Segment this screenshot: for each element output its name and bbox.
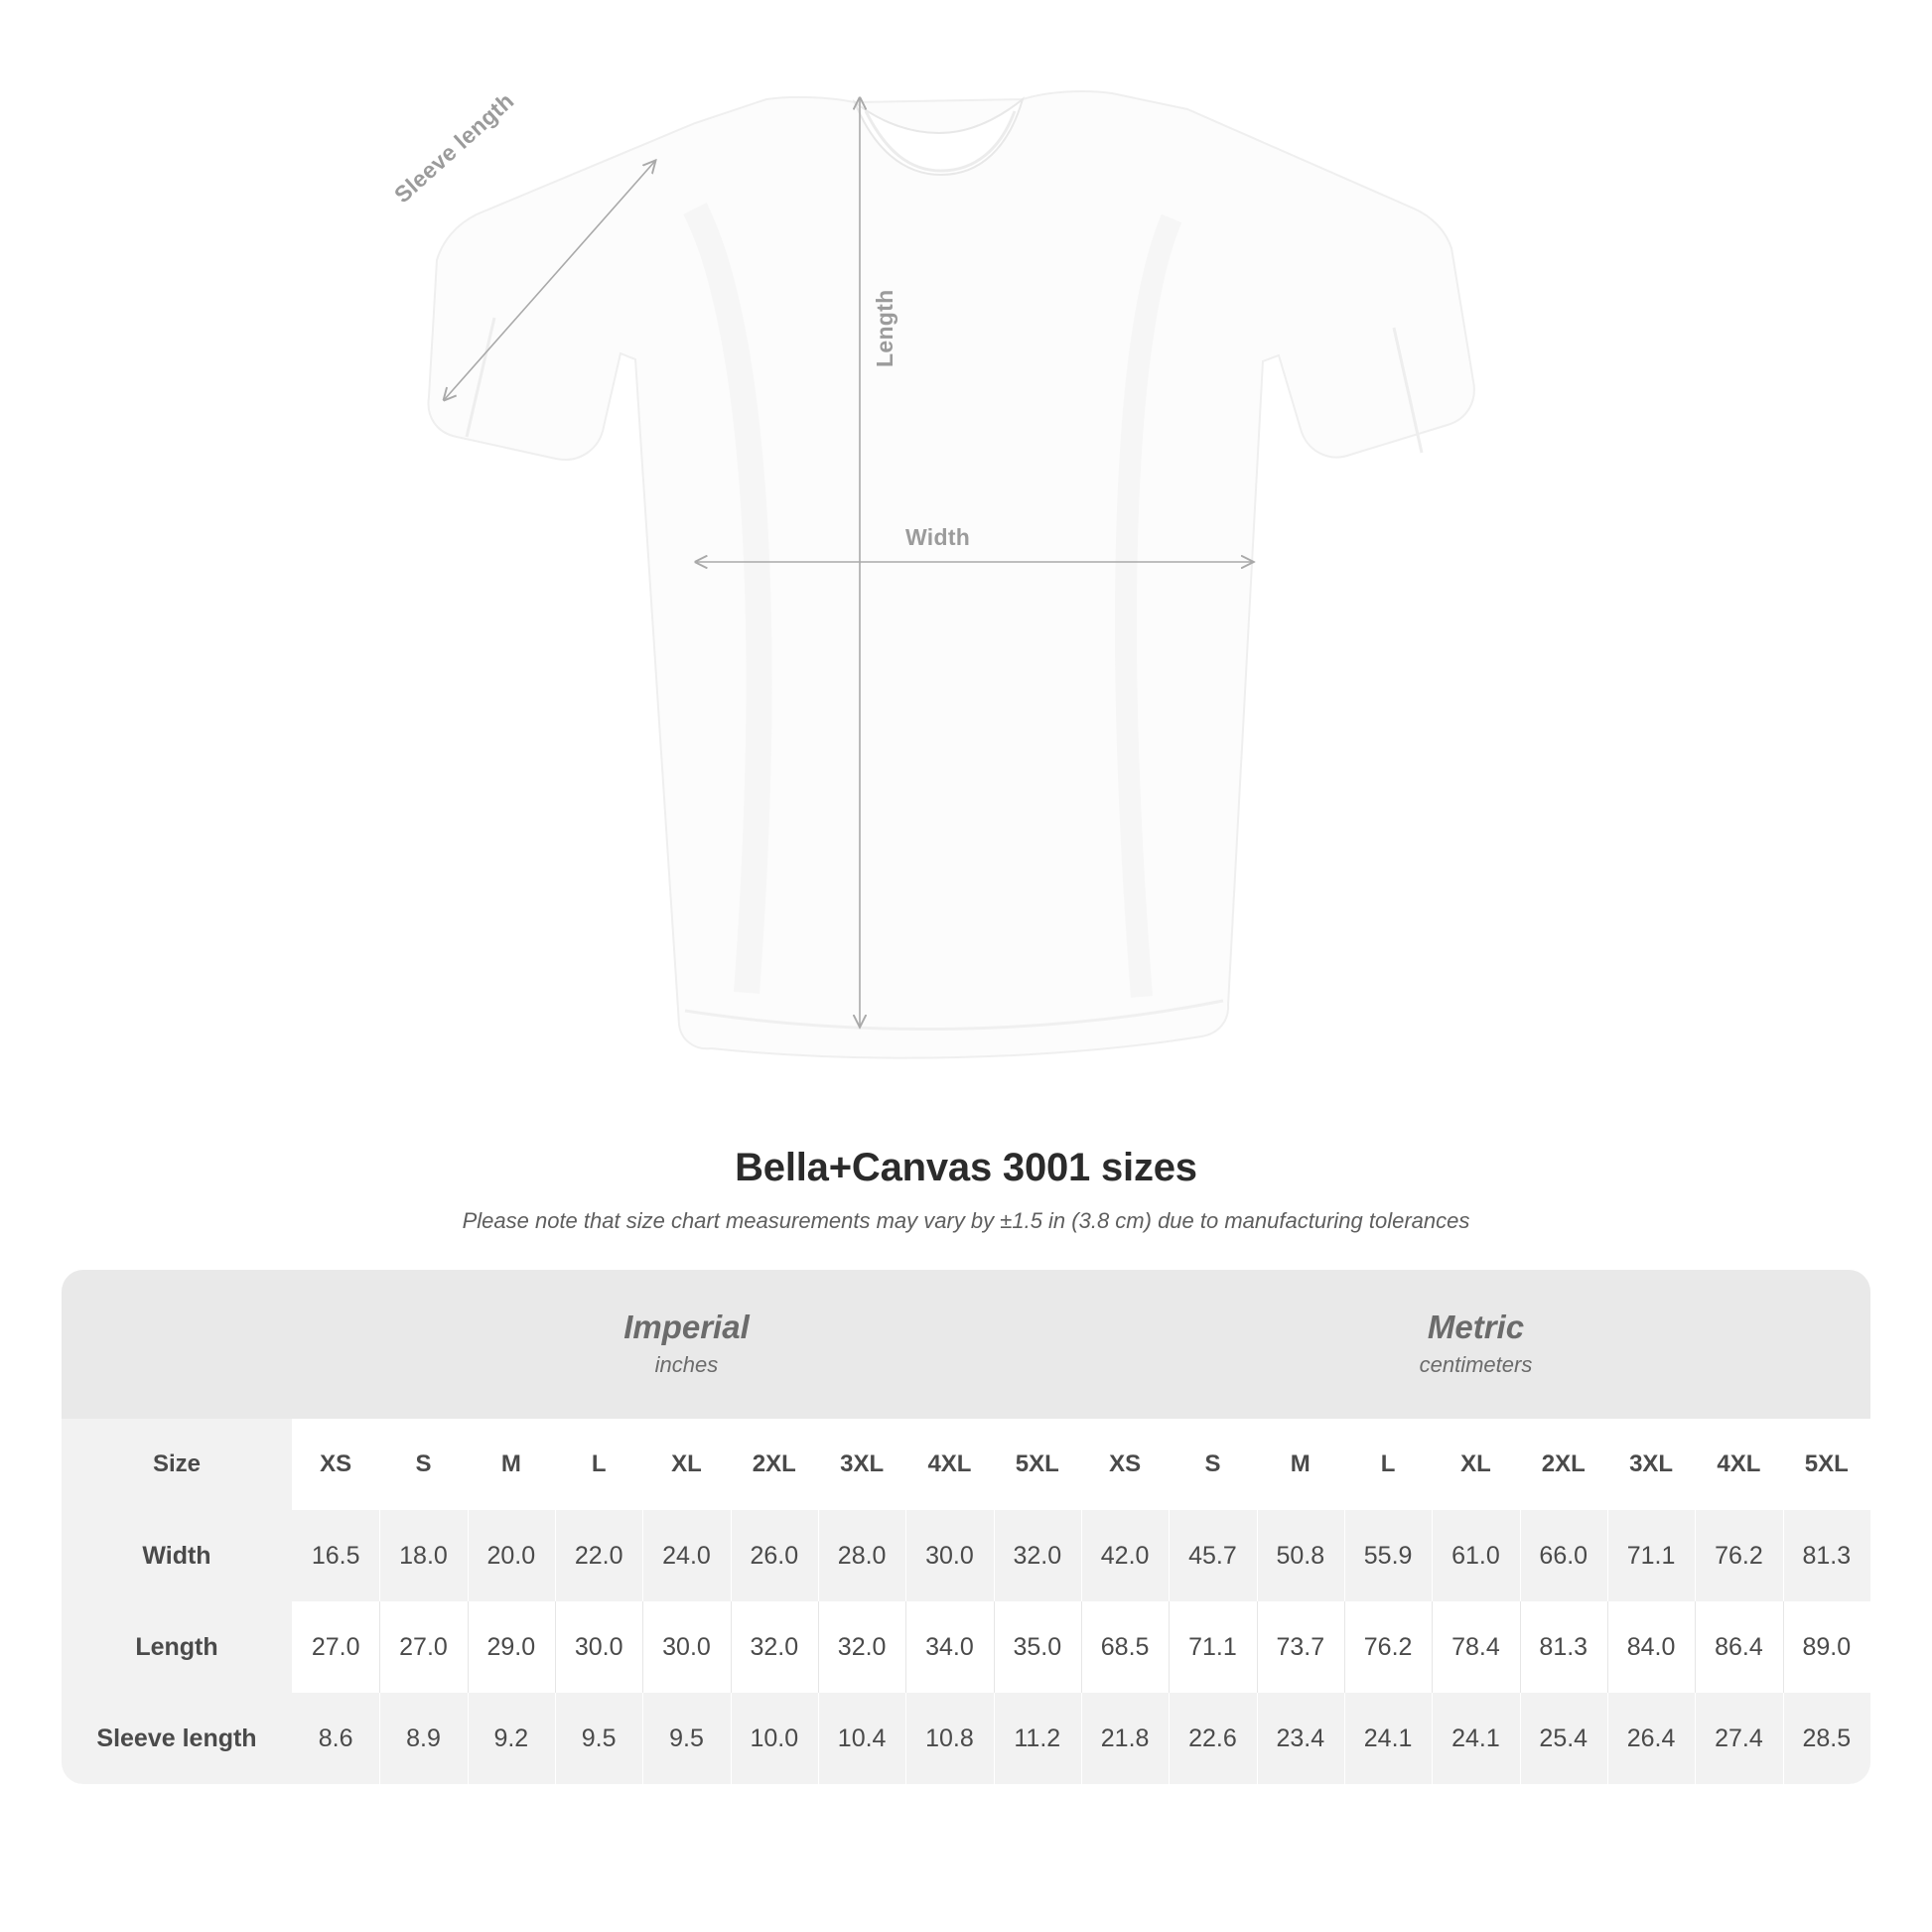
column-header-2xl-5: 2XL	[731, 1419, 818, 1510]
unit-metric-sub: centimeters	[1419, 1352, 1533, 1378]
cell-length-3XL-6: 32.0	[818, 1601, 905, 1693]
cell-length-XS-9: 68.5	[1081, 1601, 1169, 1693]
cell-length-5XL-8: 35.0	[994, 1601, 1081, 1693]
cell-width-3XL-6: 28.0	[818, 1510, 905, 1601]
cell-length-XS-0: 27.0	[292, 1601, 379, 1693]
shirt-shape	[429, 91, 1474, 1058]
cell-width-M-2: 20.0	[468, 1510, 555, 1601]
column-header-5xl-17: 5XL	[1783, 1419, 1870, 1510]
cell-sleeve-length-XL-4: 9.5	[642, 1693, 730, 1784]
cell-sleeve-length-5XL-17: 28.5	[1783, 1693, 1870, 1784]
cell-width-5XL-17: 81.3	[1783, 1510, 1870, 1601]
cell-width-2XL-14: 66.0	[1520, 1510, 1607, 1601]
cell-length-S-1: 27.0	[379, 1601, 467, 1693]
cell-width-S-1: 18.0	[379, 1510, 467, 1601]
cell-width-4XL-16: 76.2	[1695, 1510, 1782, 1601]
cell-width-XS-9: 42.0	[1081, 1510, 1169, 1601]
column-header-s-1: S	[379, 1419, 467, 1510]
cell-sleeve-length-5XL-8: 11.2	[994, 1693, 1081, 1784]
table-header-row	[62, 1419, 1870, 1510]
cell-sleeve-length-S-1: 8.9	[379, 1693, 467, 1784]
column-header-2xl-14: 2XL	[1520, 1419, 1607, 1510]
cell-sleeve-length-3XL-15: 26.4	[1607, 1693, 1695, 1784]
cell-length-2XL-14: 81.3	[1520, 1601, 1607, 1693]
cell-sleeve-length-M-2: 9.2	[468, 1693, 555, 1784]
row-header-width: Width	[62, 1510, 292, 1601]
cell-width-L-12: 55.9	[1344, 1510, 1432, 1601]
cell-length-L-12: 76.2	[1344, 1601, 1432, 1693]
cell-width-5XL-8: 32.0	[994, 1510, 1081, 1601]
cell-length-XL-4: 30.0	[642, 1601, 730, 1693]
column-header-3xl-6: 3XL	[818, 1419, 905, 1510]
page-title: Bella+Canvas 3001 sizes	[735, 1146, 1197, 1189]
cell-sleeve-length-M-11: 23.4	[1257, 1693, 1344, 1784]
column-header-l-12: L	[1344, 1419, 1432, 1510]
column-header-xl-4: XL	[642, 1419, 730, 1510]
column-header-l-3: L	[555, 1419, 642, 1510]
table-row	[62, 1601, 1870, 1693]
column-header-xs-0: XS	[292, 1419, 379, 1510]
cell-length-4XL-16: 86.4	[1695, 1601, 1782, 1693]
cell-width-L-3: 22.0	[555, 1510, 642, 1601]
table-row	[62, 1510, 1870, 1601]
column-header-5xl-8: 5XL	[994, 1419, 1081, 1510]
cell-width-M-11: 50.8	[1257, 1510, 1344, 1601]
cell-length-S-10: 71.1	[1169, 1601, 1256, 1693]
cell-width-XL-13: 61.0	[1432, 1510, 1519, 1601]
title-block	[0, 1146, 1932, 1234]
cell-length-2XL-5: 32.0	[731, 1601, 818, 1693]
column-header-3xl-15: 3XL	[1607, 1419, 1695, 1510]
cell-sleeve-length-4XL-16: 27.4	[1695, 1693, 1782, 1784]
cell-length-3XL-15: 84.0	[1607, 1601, 1695, 1693]
column-header-m-11: M	[1257, 1419, 1344, 1510]
unit-imperial-sub: inches	[654, 1352, 719, 1378]
size-table	[62, 1270, 1870, 1784]
cell-length-5XL-17: 89.0	[1783, 1601, 1870, 1693]
cell-width-3XL-15: 71.1	[1607, 1510, 1695, 1601]
size-table-wrapper	[62, 1270, 1870, 1784]
cell-width-S-10: 45.7	[1169, 1510, 1256, 1601]
cell-sleeve-length-S-10: 22.6	[1169, 1693, 1256, 1784]
cell-sleeve-length-XS-0: 8.6	[292, 1693, 379, 1784]
tolerance-note: Please note that size chart measurements may vary by ±1.5 in (3.8 cm) due to manufacturing tolerances	[462, 1208, 1470, 1233]
cell-length-L-3: 30.0	[555, 1601, 642, 1693]
cell-length-M-2: 29.0	[468, 1601, 555, 1693]
cell-sleeve-length-L-12: 24.1	[1344, 1693, 1432, 1784]
unit-metric-name: Metric	[1427, 1308, 1525, 1345]
size-header-cell: Size	[62, 1419, 292, 1510]
cell-width-4XL-7: 30.0	[905, 1510, 993, 1601]
unit-imperial-name: Imperial	[623, 1308, 750, 1345]
column-header-m-2: M	[468, 1419, 555, 1510]
column-header-4xl-16: 4XL	[1695, 1419, 1782, 1510]
cell-length-M-11: 73.7	[1257, 1601, 1344, 1693]
length-label: Length	[872, 289, 897, 367]
cell-sleeve-length-L-3: 9.5	[555, 1693, 642, 1784]
row-header-sleeve-length: Sleeve length	[62, 1693, 292, 1784]
column-header-s-10: S	[1169, 1419, 1256, 1510]
cell-width-XL-4: 24.0	[642, 1510, 730, 1601]
cell-sleeve-length-2XL-14: 25.4	[1520, 1693, 1607, 1784]
cell-length-XL-13: 78.4	[1432, 1601, 1519, 1693]
cell-sleeve-length-4XL-7: 10.8	[905, 1693, 993, 1784]
cell-sleeve-length-2XL-5: 10.0	[731, 1693, 818, 1784]
column-header-4xl-7: 4XL	[905, 1419, 993, 1510]
cell-width-XS-0: 16.5	[292, 1510, 379, 1601]
cell-width-2XL-5: 26.0	[731, 1510, 818, 1601]
cell-sleeve-length-3XL-6: 10.4	[818, 1693, 905, 1784]
column-header-xl-13: XL	[1432, 1419, 1519, 1510]
unit-band-row	[62, 1270, 1870, 1419]
width-label: Width	[905, 524, 971, 550]
cell-sleeve-length-XS-9: 21.8	[1081, 1693, 1169, 1784]
unit-header-imperial	[292, 1270, 1081, 1419]
cell-length-4XL-7: 34.0	[905, 1601, 993, 1693]
row-header-length: Length	[62, 1601, 292, 1693]
sleeve-length-label: Sleeve length	[389, 87, 519, 208]
unit-header-metric	[1081, 1270, 1870, 1419]
table-row	[62, 1693, 1870, 1784]
unit-band-corner	[62, 1270, 292, 1419]
column-header-xs-9: XS	[1081, 1419, 1169, 1510]
cell-sleeve-length-XL-13: 24.1	[1432, 1693, 1519, 1784]
